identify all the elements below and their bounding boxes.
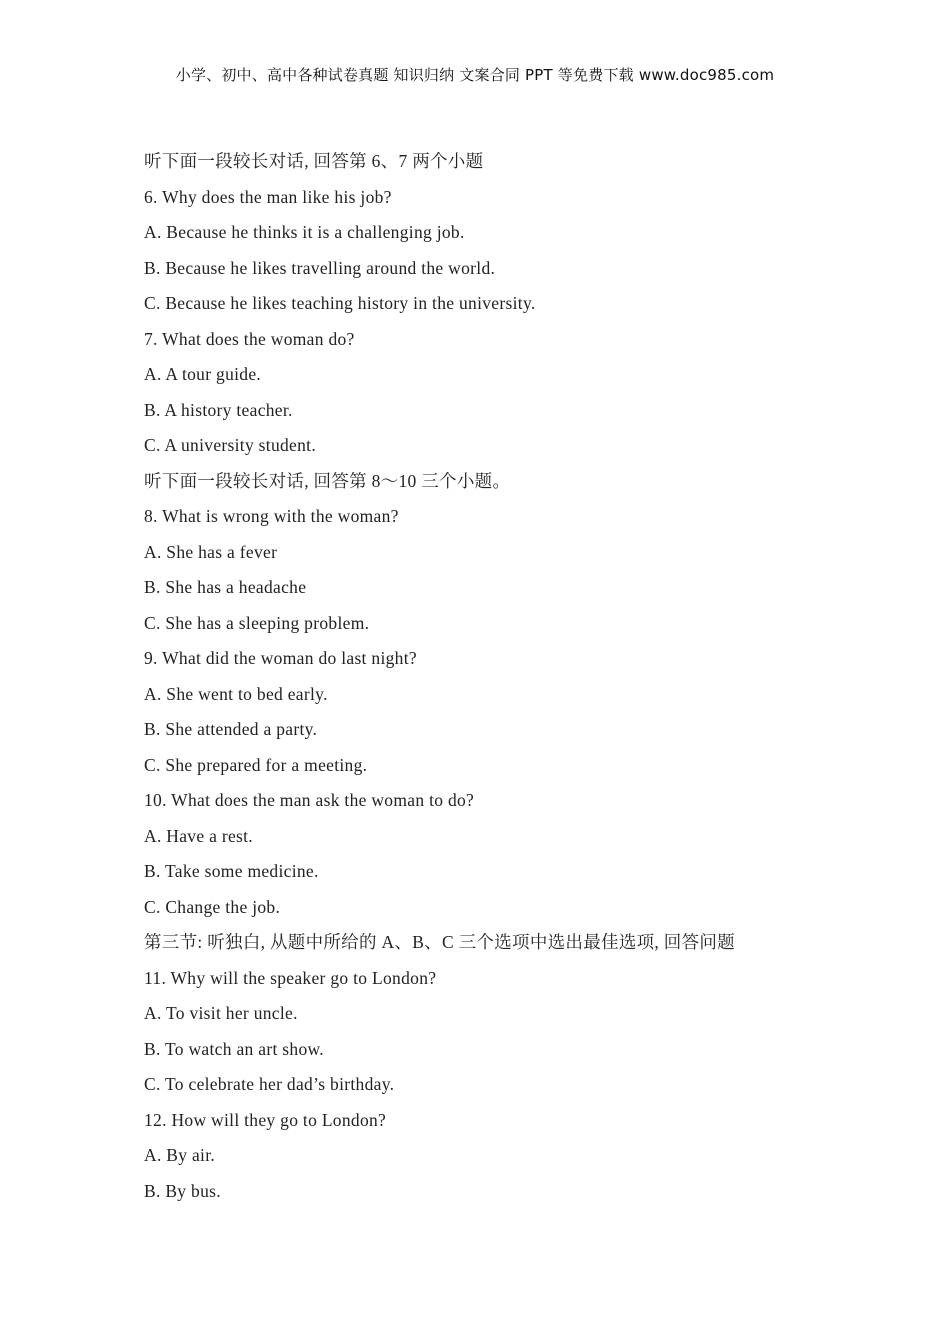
option-8b: B. She has a headache xyxy=(144,577,307,597)
question-11: 11. Why will the speaker go to London? xyxy=(144,967,437,988)
option-6c: C. Because he likes teaching history in the university. xyxy=(144,293,536,313)
question-9: 9. What did the woman do last night? xyxy=(144,648,417,668)
option-10b: B. Take some medicine. xyxy=(144,861,319,881)
option-12a: A. By air. xyxy=(144,1145,216,1165)
option-10a: A. Have a rest. xyxy=(144,825,253,846)
section-instruction: 第三节: 听独白, 从题中所给的 A、B、C 三个选项中选出最佳选项, 回答问题 xyxy=(144,932,735,952)
option-6b: B. Because he likes travelling around the world. xyxy=(144,257,496,278)
option-6a: A. Because he thinks it is a challenging job. xyxy=(144,222,465,242)
option-11c: C. To celebrate her dad’s birthday. xyxy=(144,1074,395,1094)
option-7a: A. A tour guide. xyxy=(144,364,262,384)
section-instruction: 听下面一段较长对话, 回答第 6、7 两个小题 xyxy=(144,151,484,171)
section-instruction: 听下面一段较长对话, 回答第 8～10 三个小题。 xyxy=(144,470,511,491)
question-7: 7. What does the woman do? xyxy=(144,328,355,349)
option-11a: A. To visit her uncle. xyxy=(144,1003,298,1023)
option-12b: B. By bus. xyxy=(144,1180,221,1201)
question-10: 10. What does the man ask the woman to do? xyxy=(144,790,475,810)
option-7b: B. A history teacher. xyxy=(144,399,293,420)
question-8: 8. What is wrong with the woman? xyxy=(144,506,399,526)
question-12: 12. How will they go to London? xyxy=(144,1109,387,1130)
option-9b: B. She attended a party. xyxy=(144,719,318,739)
option-10c: C. Change the job. xyxy=(144,896,281,917)
option-8a: A. She has a fever xyxy=(144,541,278,562)
option-8c: C. She has a sleeping problem. xyxy=(144,612,370,633)
option-7c: C. A university student. xyxy=(144,435,316,455)
option-9a: A. She went to bed early. xyxy=(144,683,328,704)
option-9c: C. She prepared for a meeting. xyxy=(144,754,368,775)
option-11b: B. To watch an art show. xyxy=(144,1038,324,1059)
page-header: 小学、初中、高中各种试卷真题 知识归纳 文案合同 PPT 等免费下载 www.doc985.com xyxy=(175,66,775,84)
document-body xyxy=(144,145,844,1210)
question-6: 6. Why does the man like his job? xyxy=(144,186,392,207)
